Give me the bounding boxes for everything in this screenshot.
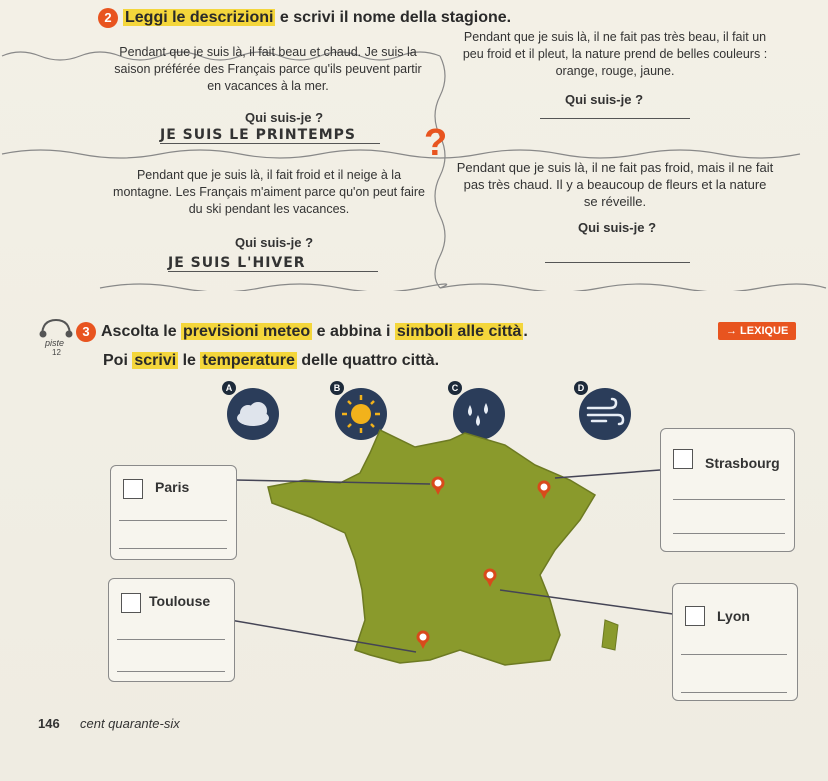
riddle-4-text: Pendant que je suis là, il ne fait pas froid, mais il ne fait pas très chaud. Il y a beaucoup de fleurs et la nature se réveille. (456, 160, 774, 209)
question-mark-icon: ? (424, 122, 448, 164)
answer-line[interactable] (119, 520, 227, 521)
answer-line[interactable] (673, 499, 785, 500)
page-number-words: cent quarante-six (80, 716, 180, 731)
answer-line[interactable] (119, 548, 227, 549)
riddle-3-text: Pendant que je suis là, il fait froid et il neige à la montagne. Les Français m'aiment parce qu'on peut faire du ski pendant les vacances. (113, 168, 425, 216)
lyon-checkbox[interactable] (685, 606, 705, 626)
city-box-toulouse (108, 578, 235, 682)
city-name: Lyon (717, 608, 750, 624)
lexique-link[interactable]: → LEXIQUE (718, 322, 796, 340)
symbol-letter: A (222, 381, 236, 395)
answer-line[interactable] (117, 671, 225, 672)
instr-highlight: simboli alle città (396, 323, 522, 340)
symbol-letter: D (574, 381, 588, 395)
city-box-lyon (672, 583, 798, 701)
riddle-1-question: Qui suis-je ? (245, 110, 324, 125)
instr-text: le (178, 352, 201, 369)
riddle-3-question: Qui suis-je ? (235, 235, 314, 250)
riddle-1-answer[interactable]: JE SUIS LE PRINTEMPS (160, 127, 380, 144)
instr-highlight: previsioni meteo (183, 323, 311, 340)
instr-text: Ascolta le (101, 323, 182, 340)
symbol-letter: C (448, 381, 462, 395)
exercise-number-badge: 3 (76, 322, 96, 342)
instr-highlight: temperature (202, 352, 295, 369)
riddle-3-answer[interactable]: JE SUIS L'HIVER (168, 255, 378, 272)
instruction-highlight: Leggi le descrizioni (125, 9, 274, 26)
city-box-paris (110, 465, 237, 560)
instruction-text: e scrivi il nome della stagione. (275, 9, 512, 26)
riddle-2-question: Qui suis-je ? (565, 92, 644, 107)
answer-line[interactable] (681, 692, 787, 693)
riddle-1-text: Pendant que je suis là, il fait beau et chaud. Je suis la saison préférée des Français parce qu'ils peuvent partir en vacances à la mer. (114, 45, 422, 93)
answer-line[interactable] (117, 639, 225, 640)
page-number: 146 (38, 716, 60, 731)
answer-line[interactable] (681, 654, 787, 655)
instr-highlight: scrivi (134, 352, 177, 369)
instr-text: e abbina i (312, 323, 395, 340)
toulouse-checkbox[interactable] (121, 593, 141, 613)
city-name: Paris (155, 479, 190, 495)
piste-label: piste (45, 338, 65, 348)
answer-line[interactable] (673, 533, 785, 534)
riddle-4-question: Qui suis-je ? (578, 220, 657, 235)
exercise-number-badge: 2 (98, 8, 118, 28)
riddle-2-text: Pendant que je suis là, il ne fait pas très beau, il fait un peu froid et il pleut, la nature prend de belles couleurs : orange, rouge, jaune. (462, 30, 768, 78)
strasbourg-checkbox[interactable] (673, 449, 693, 469)
city-name: Toulouse (149, 593, 211, 609)
symbol-letter: B (330, 381, 344, 395)
paris-checkbox[interactable] (123, 479, 143, 499)
city-box-strasbourg (660, 428, 795, 552)
instr-text: . (523, 323, 528, 340)
piste-number: 12 (52, 348, 61, 357)
instr-text: Poi (103, 352, 133, 369)
instr-text: delle quattro città. (296, 352, 440, 369)
city-name: Strasbourg (705, 455, 780, 471)
